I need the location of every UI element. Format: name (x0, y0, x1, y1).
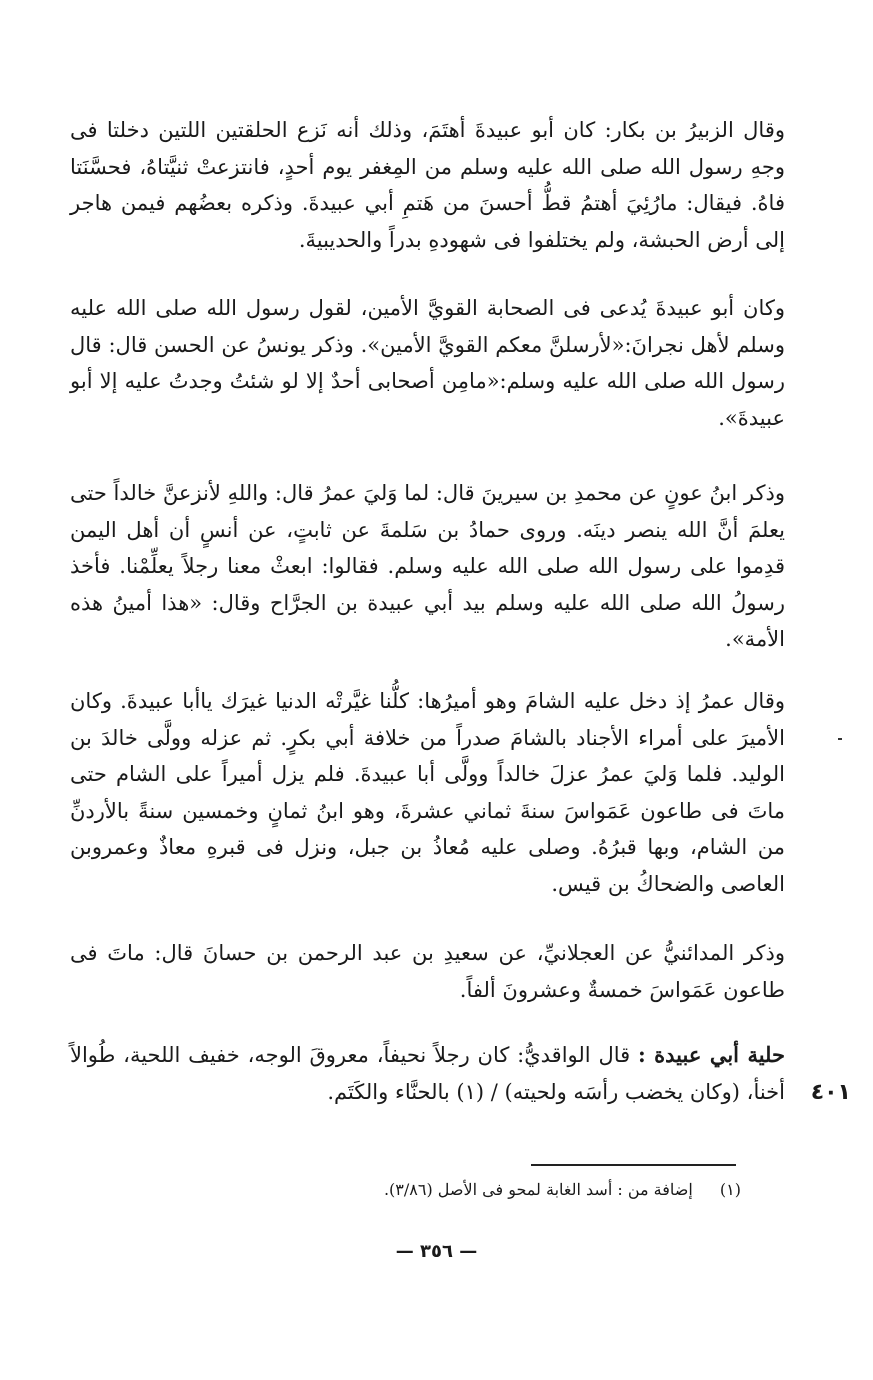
footnote-marker: (١) (719, 1180, 741, 1199)
section-heading: حلية أبي عبيدة : (637, 1042, 785, 1067)
paragraph-2-text: وكان أبو عبيدةَ يُدعى فى الصحابة القويَّ الأمين، لقول رسول الله صلى الله عليه وسلم لأهل نجرانَ:«لأرسلنَّ معكم القويَّ الأمين». وذكر يونسُ عن الحسن قال: قال رسول الله صلى الله عليه وسلم:«مامِن أصحابى أحدٌ إلا لو شئتُ وجدتُ عليه إلا أبو عبيدةَ». (70, 296, 785, 430)
paragraph-2 (70, 290, 785, 436)
paragraph-1-text: وقال الزبيرُ بن بكار: كان أبو عبيدةَ أهتَمَ، وذلك أنه نَزع الحلقتين اللتين دخلتا فى وجهِ رسول الله صلى الله عليه وسلم من المِغفر يوم أحدٍ، فانتزعتْ ثنيَّتاهُ، فحسَّنَتا فاهُ. فيقال: مارُئِيَ أهتمُ قطُّ أحسنَ من هَتمِ أبي عبيدةَ. وذكره بعضُهم فيمن هاجر إلى أرض الحبشة، ولم يختلفوا فى شهودهِ بدراً والحديبيةَ. (70, 118, 785, 252)
paragraph-4-text: وقال عمرُ إذ دخل عليه الشامَ وهو أميرُها: كلُّنا غيَّرتْه الدنيا غيرَك ياأبا عبيدةَ. وكان الأميرَ على أمراء الأجناد بالشامَ صدراً من خلافة أبي بكرٍ. ثم عزله وولَّى خالدَ بن الوليد. فلما وَليَ عمرُ عزلَ خالداً وولَّى أبا عبيدةَ. فلم يزل أميراً على الشام حتى ماتَ فى طاعون عَمَواسَ سنةَ ثماني عشرةَ، وهو ابنُ ثمانٍ وخمسين سنةً بالأردنِّ من الشام، وبها قبرُهُ. وصلى عليه مُعاذُ بن جبل، ونزل فى قبرهِ معاذٌ وعمروبن العاصى والضحاكُ بن قيس. (70, 689, 785, 896)
section-text: قال الواقديُّ: كان رجلاً نحيفاً، معروقَ الوجه، خفيف اللحية، طُوالاً أخنأ، (وكان يخضب رأسَه ولحيته) / (١) بالحنَّاء والكَتَم. (70, 1043, 785, 1104)
paragraph-1 (70, 112, 785, 258)
paragraph-description-content (70, 1037, 785, 1110)
paragraph-3-text: وذكر ابنُ عونٍ عن محمدِ بن سيرينَ قال: لما وَليَ عمرُ قال: واللهِ لأنزعنَّ خالداً حتى يعلمَ أنَّ الله ينصر دينَه. وروى حمادُ بن سَلمةَ عن ثابتٍ، عن أنسٍ أن أهل اليمن قدِموا على رسول الله صلى الله عليه وسلم. فقالوا: ابعثْ معنا رجلاً يعلِّمْنا. فأخذ رسولُ الله صلى الله عليه وسلم بيد أبي عبيدة بن الجرَّاح وقال: «هذا أمينُ هذه الأمة». (70, 481, 785, 651)
paragraph-5 (70, 935, 785, 1008)
paragraph-3 (70, 475, 785, 658)
paragraph-5-text: وذكر المدائنيُّ عن العجلانيِّ، عن سعيدِ بن عبد الرحمن بن حسانَ قال: ماتَ فى طاعون عَمَواسَ خمسةٌ وعشرونَ ألفاً. (70, 941, 785, 1002)
footnote-separator (531, 1164, 736, 1166)
paragraph-description (70, 1037, 785, 1110)
page-number: — ٣٥٦ — (395, 1241, 478, 1262)
paragraph-4 (70, 683, 785, 902)
margin-mark (838, 738, 842, 740)
margin-page-reference: ٤٠١ (810, 1080, 851, 1105)
footnote-text: إضافة من : أسد الغابة لمحو فى الأصل (٣/٨٦). (383, 1180, 693, 1199)
footnote (384, 1180, 741, 1199)
